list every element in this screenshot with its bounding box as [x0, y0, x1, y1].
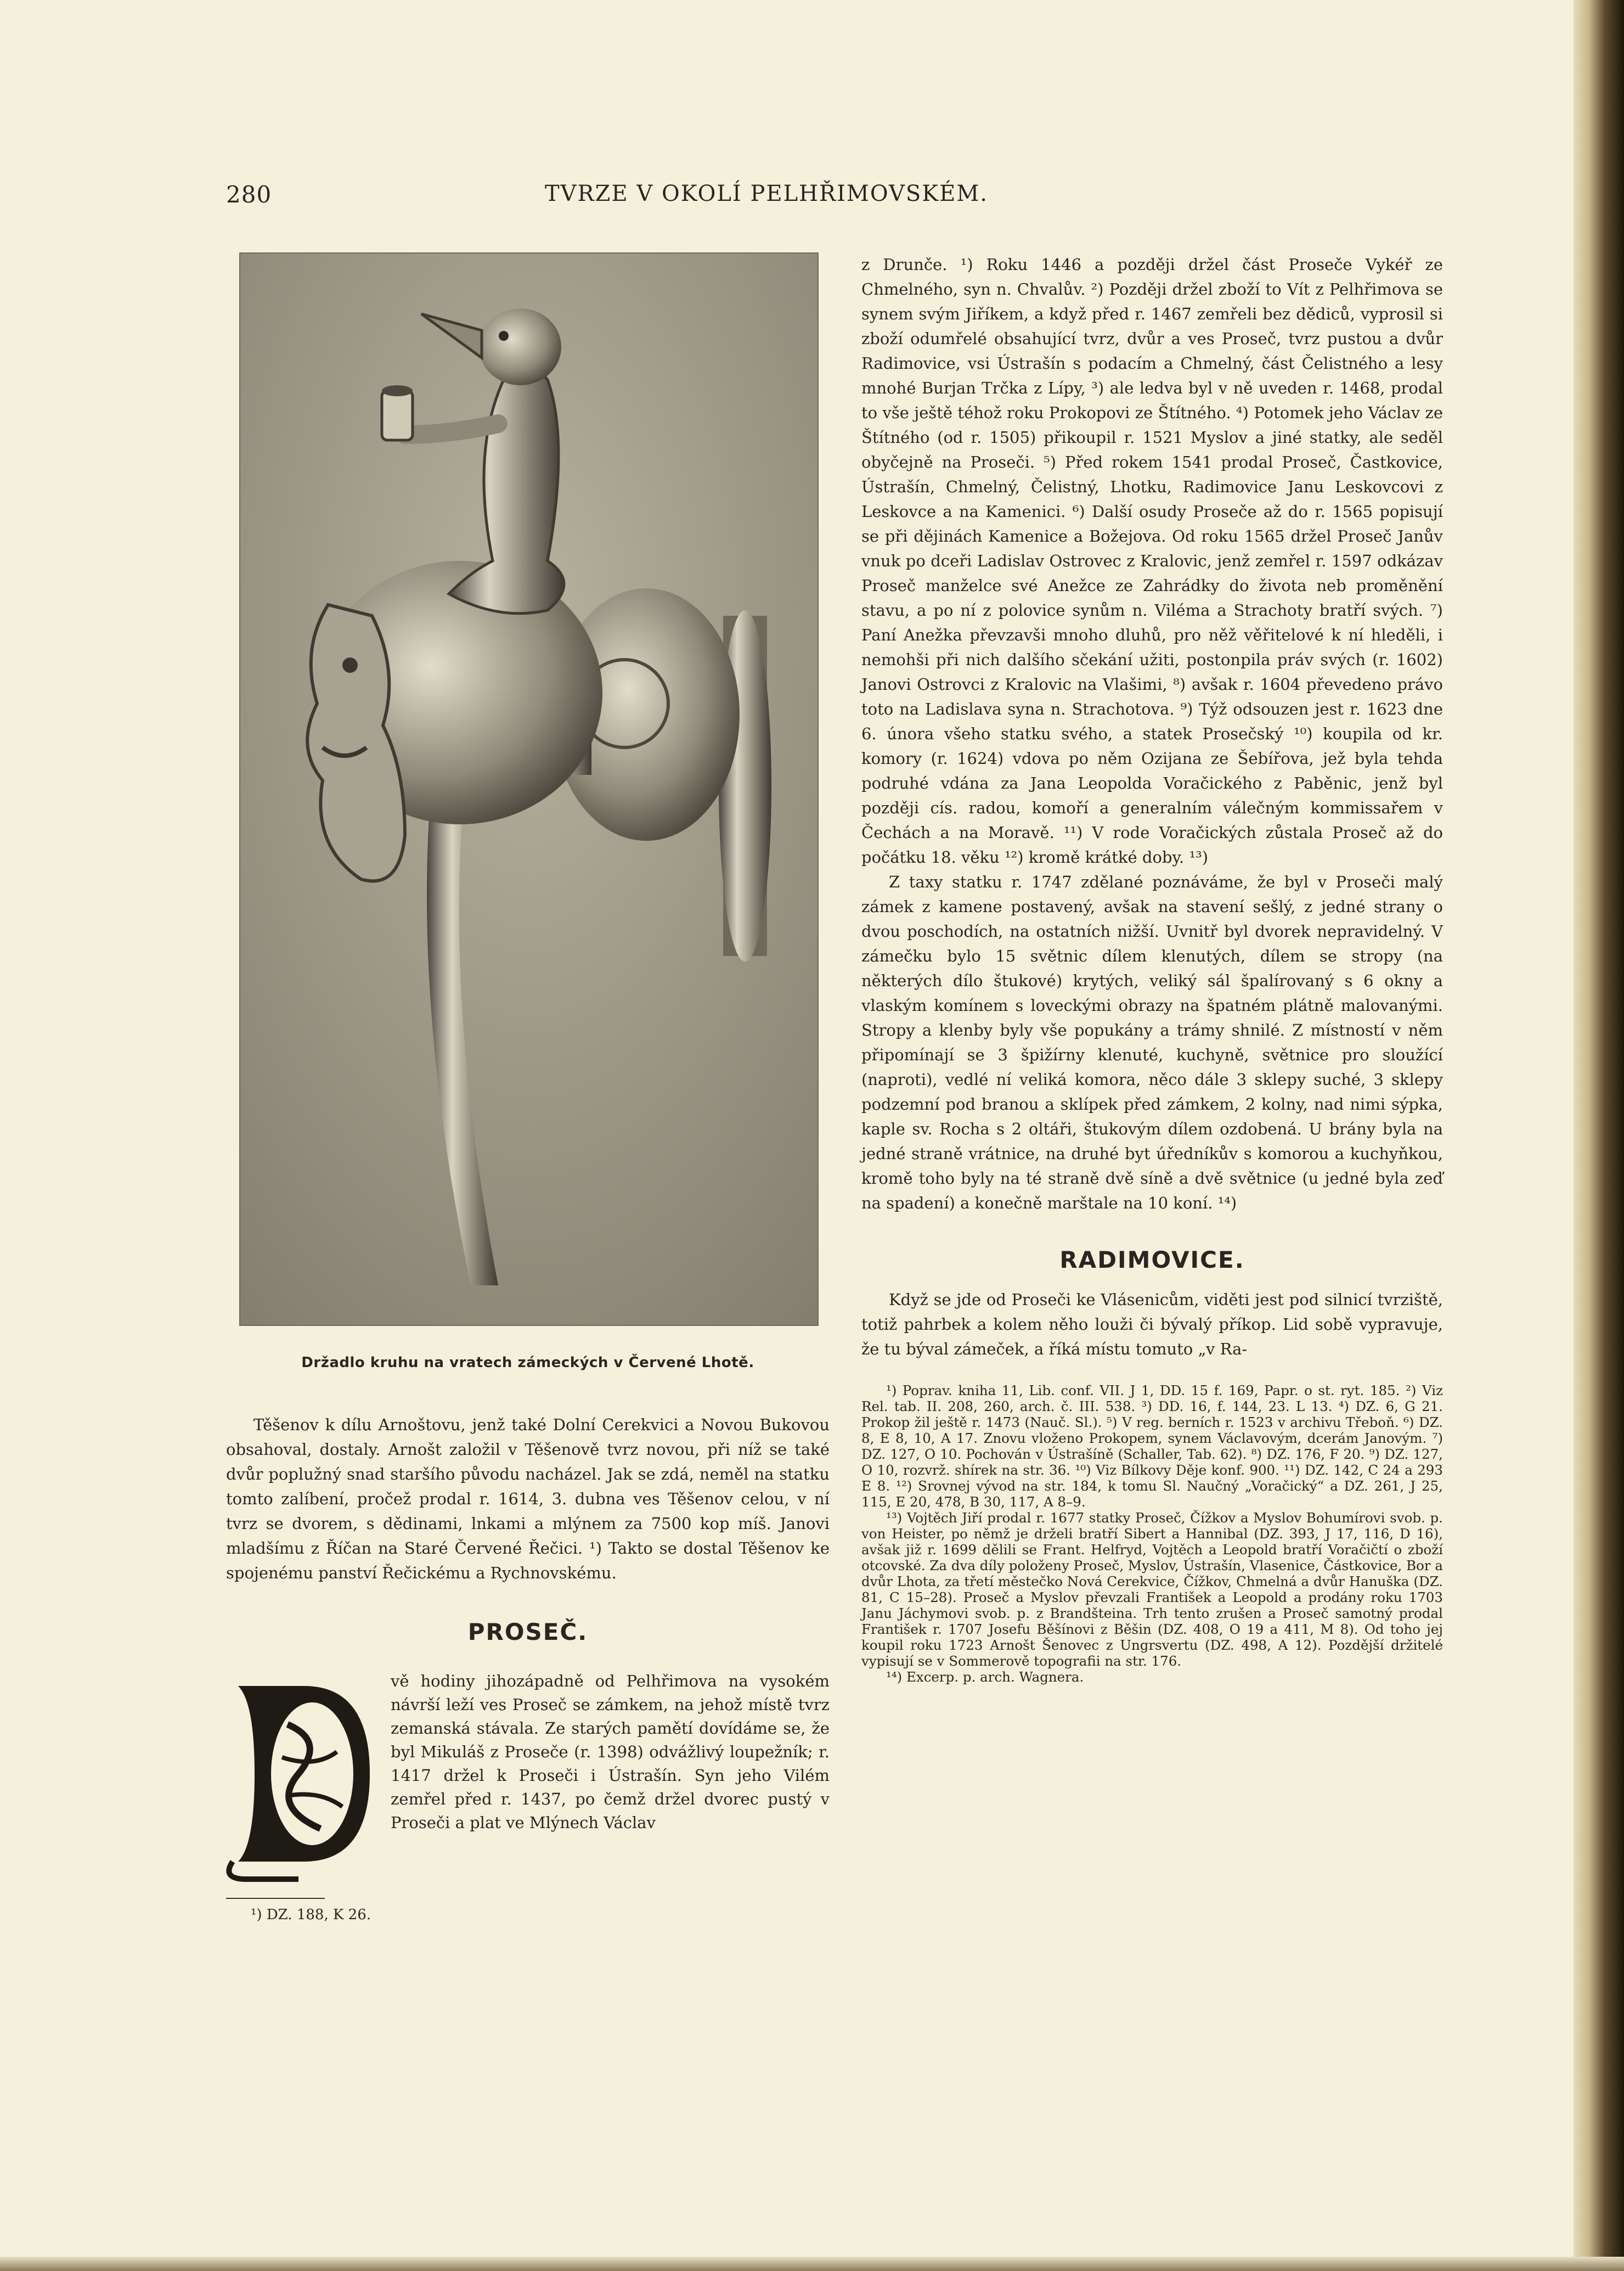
figure-photo — [239, 252, 819, 1326]
figure-caption: Držadlo kruhu na vratech zámeckých v Červené Lhotě. — [301, 1354, 754, 1371]
prosec-paragraph: vě hodiny jihozápadně od Pelhřimova na vysokém návrší leží ves Proseč se zámkem, na jehož místě tvrz zemanská stávala. Ze starých pamětí dovídáme se, že byl Mikuláš z Proseče (r. 1398) odvážlivý loupežník; r. 1417 držel k Proseči i Ústrašín. Syn jeho Vilém zemřel před r. 1437, po čemž držel dvorec pustý v Proseči a plat ve Mlýnech Václav — [391, 1672, 830, 1832]
prosec-tax-paragraph: Z taxy statku r. 1747 zdělané poznáváme, že byl v Proseči malý zámek z kamene postavený, avšak na stavení sešlý, z jedné strany o dvou poschodích, na ostatních nižší. Uvnitř byl dvorek nepravidelný. V zámečku bylo 15 světnic dílem klenutých, dílem se stropy (na některých dílo štukové) krytých, veliký sál špalírovaný s 6 okny a vlaským komínem s loveckými obrazy na špatném plátně malovanými. Stropy a klenby byly vše popukány a trámy shnilé. Z místností v něm připomínají se 3 špižírny klenuté, kuchyně, světnice pro sloužící (naproti), vedlé ní veliká komora, něco dále 3 sklepy suché, 3 sklepy podzemní pod branou a sklípek před zámkem, 2 kolny, nad nimi sýpka, kaple sv. Rocha s 2 oltáři, štukovým dílem ozdobená. U brány byla na jedné straně vrátnice, na druhé byt úředníkův s komorou a kuchyňkou, kromě toho byly na té straně dvě síně a dvě světnice (u jedné byla zeď na spadení) a konečně marštale na 10 koní. ¹⁴) — [861, 873, 1443, 1212]
scan-bottom-edge — [0, 2257, 1624, 2271]
running-title: TVRZE V OKOLÍ PELHŘIMOVSKÉM. — [544, 181, 989, 206]
scan-binding-edge — [1574, 0, 1624, 2271]
drop-cap-d-icon — [222, 1664, 381, 1884]
door-knocker-illustration — [240, 254, 817, 1325]
footnote-block-1: ¹) Poprav. kniha 11, Lib. conf. VII. J 1, DD. 15 f. 169, Papr. o st. ryt. 185. ²) Viz Rel. tab. II. 208, 260, arch. č. III. 538. ³) DD. 16, f. 144, 23. L 13. ⁴) DZ. 6, G 21. Prokop žil ještě r. 1473 (Nauč. Sl.). ⁵) V reg. berních r. 1523 v archivu Třeboň. ⁶) DZ. 8, E 8, 10, A 17. Znovu vloženo Prokopem, synem Václavovým, dcerám Janovým. ⁷) DZ. 127, O 10. Pochován v Ústrašíně (Schaller, Tab. 62). ⁸) DZ. 176, F 20. ⁹) DZ. 127, O 10, rozvrž. shírek na str. 36. ¹⁰) Viz Bílkovy Děje konf. 900. ¹¹) DZ. 142, C 24 a 293 E 8. ¹²) Srovnej vývod na str. 184, k tomu Sl. Naučný „Voračický“ a DZ. 261, J 25, 115, E 20, 478, B 30, 117, A 8–9. — [861, 1382, 1443, 1510]
footnote-rule — [226, 1898, 325, 1899]
radimovice-paragraph: Když se jde od Proseči ke Vlásenicům, viděti jest pod silnicí tvrziště, totiž pahrbek a kolem něho louži či bývalý příkop. Lid sobě vypravuje, že tu býval zámeček, a říká místu tomuto „v Ra- — [861, 1290, 1443, 1358]
running-header — [226, 181, 1307, 220]
left-column — [226, 252, 830, 1923]
section-title-radimovice: RADIMOVICE. — [1059, 1246, 1245, 1273]
prosec-history-paragraph: z Drunče. ¹) Roku 1446 a později držel část Proseče Vykéř ze Chmelného, syn n. Chvalův. ²) Později držel zboží to Vít z Pelhřimova se synem svým Jiříkem, a když před r. 1467 zemřeli bez dědiců, vyprosil si zboží odumřelé obsahující tvrz, dvůr a ves Proseč, tvrz pustou a dvůr Radimovice, vsi Ústrašín s podacím a Chmelný, část Čelistného a lesy mnohé Burjan Trčka z Lípy, ³) ale ledva byl v ně uveden r. 1468, prodal to vše ještě téhož roku Prokopovi ze Štítného. ⁴) Potomek jeho Václav ze Štítného (od r. 1505) přikoupil r. 1521 Myslov a jiné statky, ale seděl obyčejně na Proseči. ⁵) Před rokem 1541 prodal Proseč, Častkovice, Ústrašín, Chmelný, Čelistný, Lhotku, Radimovice Janu Leskovcovi z Leskovce a na Kamenici. ⁶) Další osudy Proseče až do r. 1565 popisují se při dějinách Kamenice a Božejova. Od roku 1565 držel Proseč Janův vnuk po dceři Ladislav Ostrovec z Kralovic, jenž zemřel r. 1597 odkázav Proseč manželce své Anežce ze Zahrádky do života neb proměnění stavu, a po ní z polovice synům n. Viléma a Strachoty bratří svých. ⁷) Paní Anežka převzavši mnoho dluhů, pro něž věřitelové k ní hleděli, i nemohši při nich dalšího sčekání užiti, postonpila práv svých (r. 1602) Janovi Ostrovci z Kralovic na Vlašimi, ⁸) avšak r. 1604 převedeno právo toto na Ladislava syna n. Strachotova. ⁹) Týž odsouzen jest r. 1623 dne 6. února všeho statku svého, a statek Prosečský ¹⁰) koupila od kr. komory (r. 1624) vdova po něm Ozijana ze Šebířova, jež byla tehda podruhé vdána za Jana Leopolda Voračického z Paběnic, jenž byl později cís. radou, komoří a generalním válečným kommissařem v Čechách a na Moravě. ¹¹) V rode Voračických zůstala Proseč až do počátku 18. věku ¹²) kromě krátké doby. ¹³) — [861, 255, 1443, 867]
right-body — [861, 252, 1443, 1216]
footnote-block-13: ¹³) Vojtěch Jiří prodal r. 1677 statky Proseč, Čížkov a Myslov Bohumírovi svob. p. von Heister, po němž je drželi bratří Sibert a Hannibal (DZ. 393, J 17, 116, D 16), avšak již r. 1699 dělili se Frant. Helfryd, Vojtěch a Leopold bratří Voračičtí o zboží otcovské. Za dva díly položeny Proseč, Myslov, Ústrašín, Vlasenice, Částkovice, Bor a dvůr Lhota, za třetí městečko Nová Cerekvice, Čížkov, Chmelná a dvůr Hanuška (DZ. 81, C 15–28). Proseč a Myslov převzali František a Leopold a prodány roku 1703 Janu Jáchymovi svob. p. z Brandšteina. Trh tento zrušen a Proseč samotný prodal František r. 1707 Josefu Běšínovi z Běšin (DZ. 408, O 19 a 411, M 8). Od toho jej koupil roku 1723 Arnošt Šenovec z Ungrsvertu (DZ. 498, A 12). Pozdější držitelé vypisují se v Sommerově topografii na str. 176. — [861, 1510, 1443, 1669]
radimovice-body — [861, 1288, 1443, 1362]
left-paragraph — [226, 1413, 830, 1586]
tesenov-paragraph: Těšenov k dílu Arnoštovu, jenž také Dolní Cerekvici a Novou Bukovou obsahoval, dostaly. Arnošt založil v Těšenově tvrz novou, při níž se také dvůr poplužný snad staršího původu nacházel. Jak se zdá, neměl na statku tomto zalíbení, pročež prodal r. 1614, 3. dubna ves Těšenov celou, v ní tvrz se dvorem, s dědinami, lnkami a mlýnem za 7500 kop míš. Janovi mladšímu z Říčan na Staré Červené Řečici. ¹) Takto se dostal Těšenov ke spojenému panství Řečickému a Rychnovskému. — [226, 1415, 830, 1582]
page-number: 280 — [226, 181, 272, 208]
footnote-block-14: ¹⁴) Excerp. p. arch. Wagnera. — [886, 1669, 1084, 1685]
prosec-opening — [226, 1669, 830, 1884]
footnotes — [861, 1382, 1443, 1685]
left-footnote: ¹) DZ. 188, K 26. — [251, 1907, 371, 1923]
section-title-prosec: PROSEČ. — [467, 1618, 588, 1645]
right-column — [861, 252, 1443, 1685]
